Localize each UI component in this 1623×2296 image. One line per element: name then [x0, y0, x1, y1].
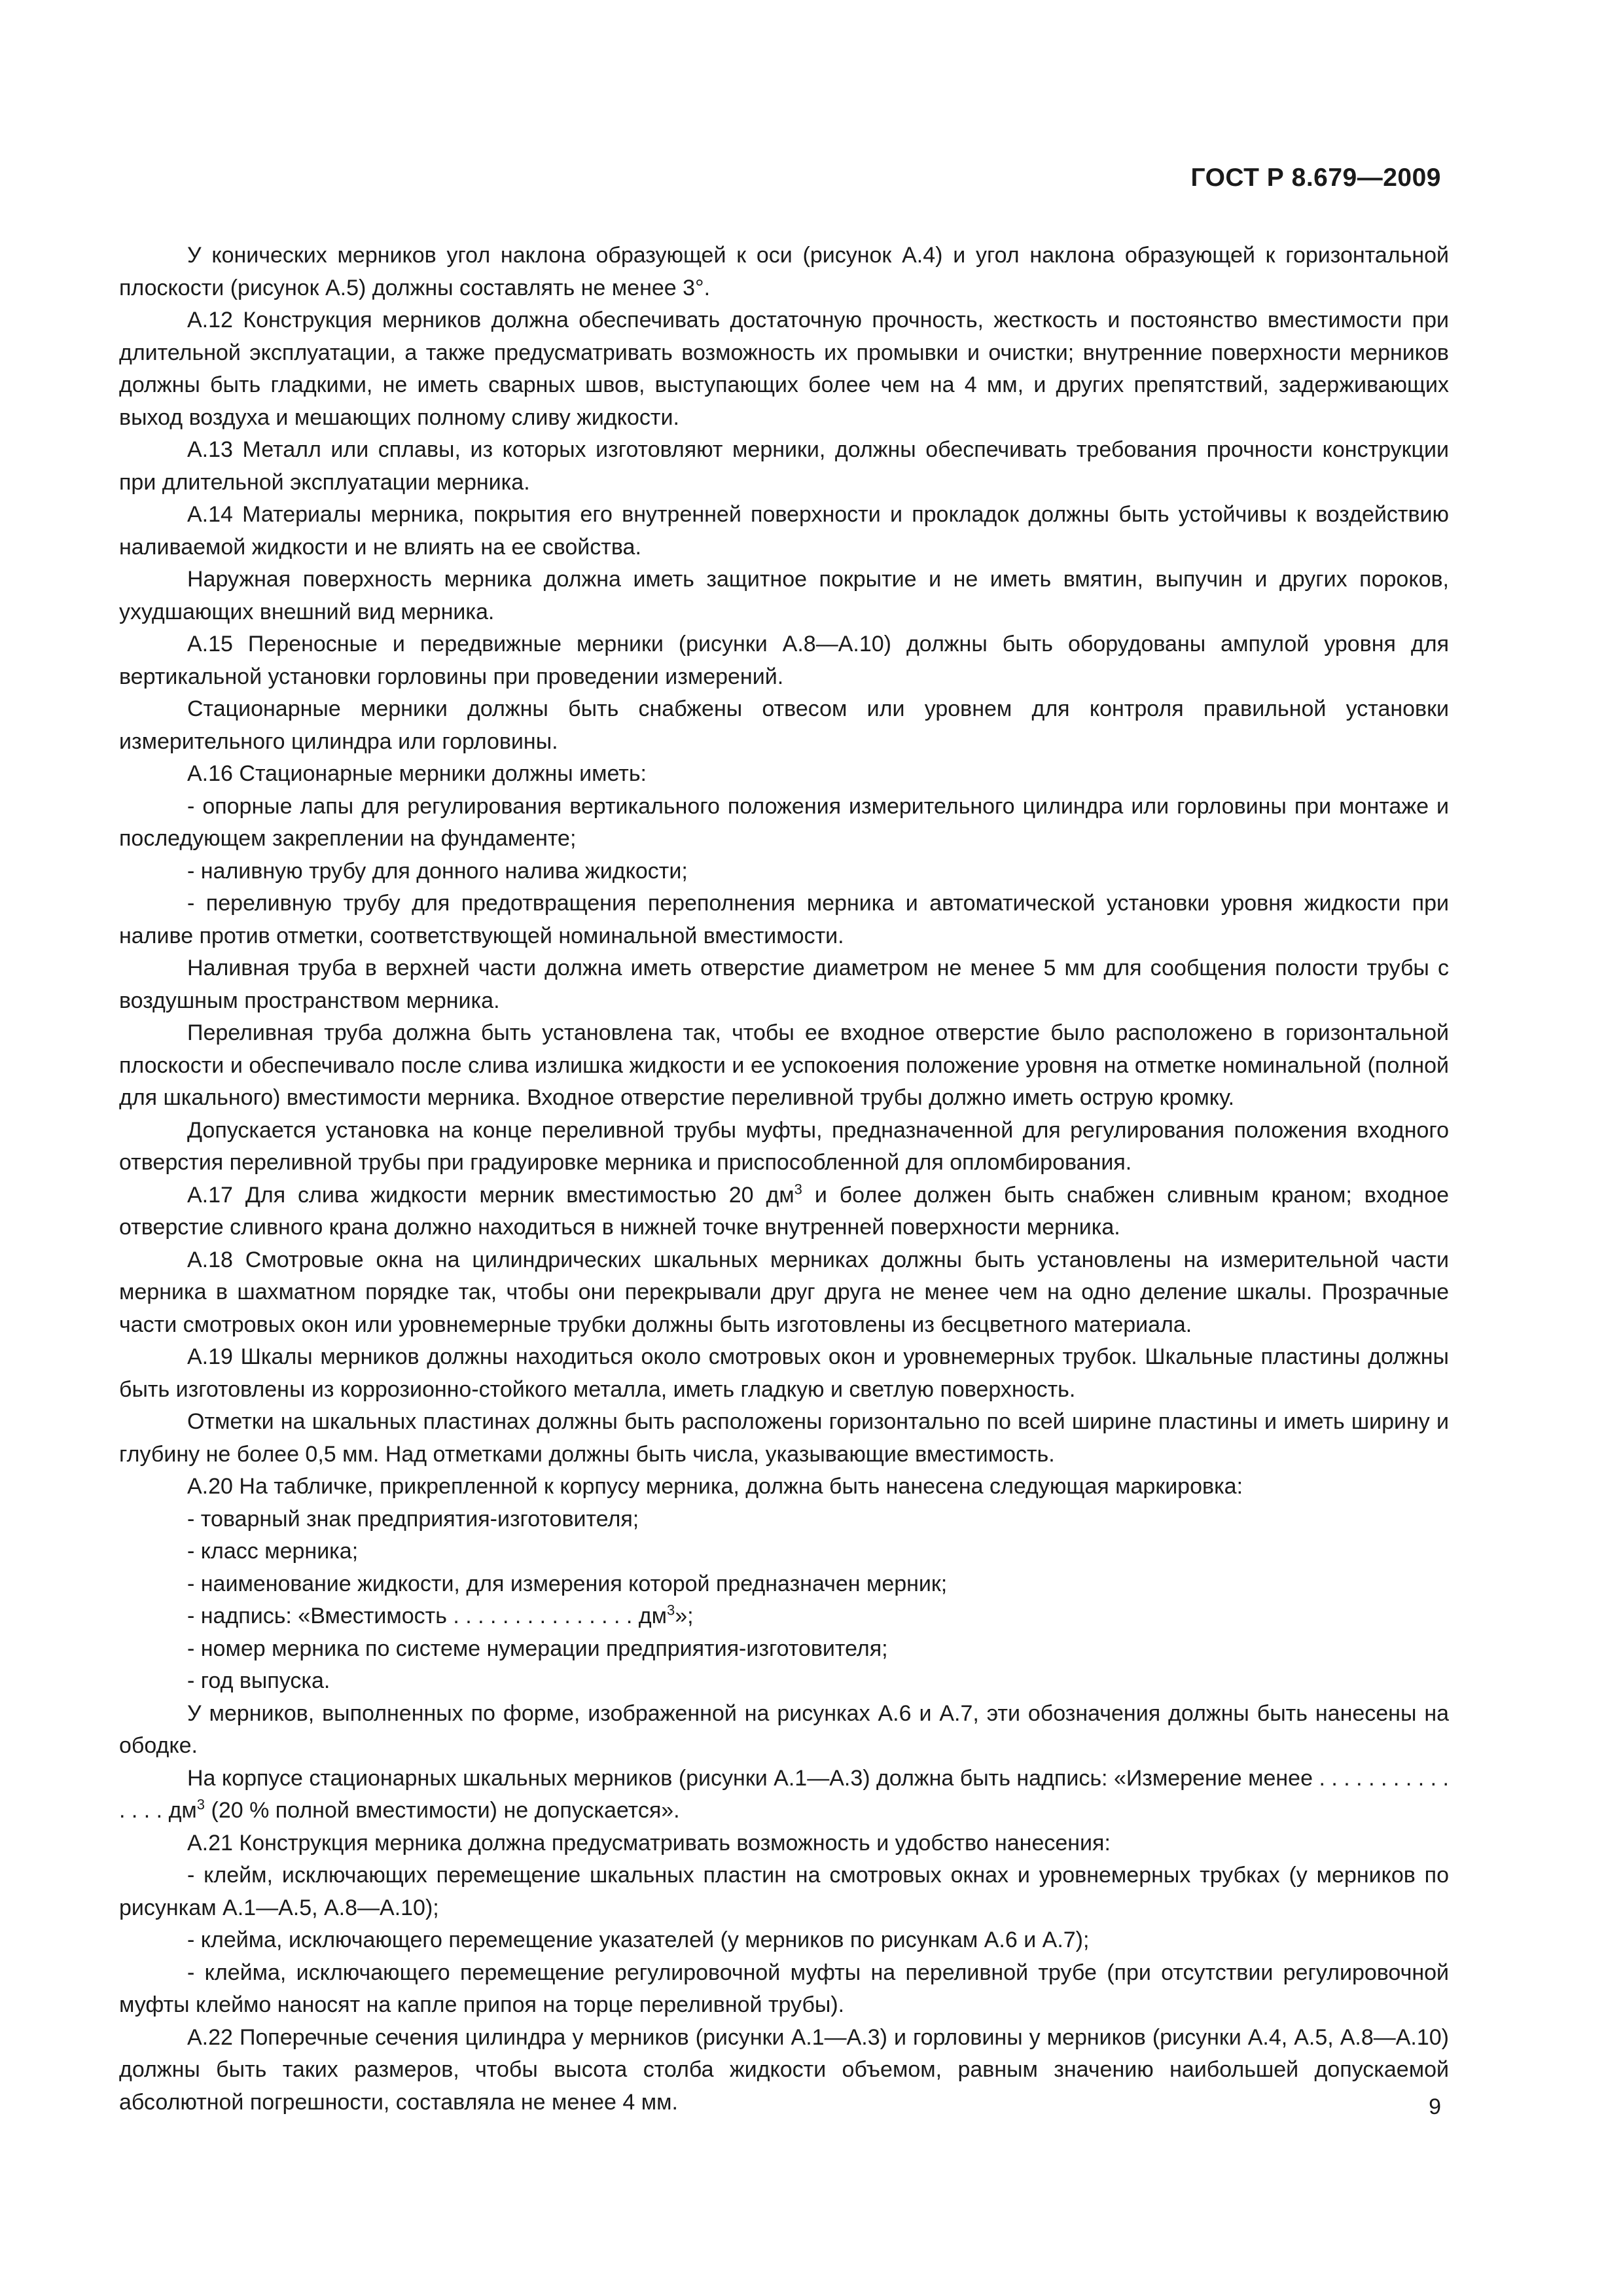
list-item: - клейма, исключающего перемещение указателей (у мерников по рисункам А.6 и А.7); — [187, 1928, 1090, 1952]
superscript: 3 — [196, 1796, 205, 1813]
paragraph: Стационарные мерники должны быть снабжены отвесом или уровнем для контроля правильной установки измерительного цилиндра или горловины. — [119, 696, 1449, 754]
list-item: - класс мерника; — [187, 1539, 359, 1564]
text-run: - надпись: «Вместимость . . . . . . . . . . . . . . . дм — [187, 1604, 667, 1628]
text-run: На корпусе стационарных шкальных мерников (рисунки А.1—А.3) должна быть надпись: «Измерение менее . . . . . . . . . . . . . . . дм — [119, 1765, 1449, 1823]
paragraph: У конических мерников угол наклона образующей к оси (рисунок А.4) и угол наклона образующей к горизонтальной плоскости (рисунок А.5) должны составлять не менее 3°. — [119, 243, 1449, 300]
list-item: - переливную трубу для предотвращения переполнения мерника и автоматической установки уровня жидкости при наливе против отметки, соответствующей номинальной вместимости. — [119, 891, 1449, 948]
text-run: и более должен быть снабжен сливным краном; входное отверстие сливного крана должно находиться в нижней точке внутренней поверхности мерника. — [119, 1182, 1449, 1240]
paragraph — [119, 1763, 1449, 1827]
list-item: - клейм, исключающих перемещение шкальных пластин на смотровых окнах и уровнемерных трубках (у мерников по рисункам А.1—А.5, А.8—А.10); — [119, 1863, 1449, 1920]
list-item: - год выпуска. — [187, 1668, 330, 1693]
paragraph-a12: А.12 Конструкция мерников должна обеспечивать достаточную прочность, жесткость и постоянство вместимости при длительной эксплуатации, а также предусматривать возможность их промывки и очистки; внутренние поверхности мерников должны быть гладкими, не иметь сварных швов, выступающих более чем на 4 мм, и других препятствий, задерживающих выход воздуха и мешающих полному сливу жидкости. — [119, 308, 1449, 430]
paragraph: Наливная труба в верхней части должна иметь отверстие диаметром не менее 5 мм для сообщения полости трубы с воздушным пространством мерника. — [119, 956, 1449, 1013]
document-body — [119, 240, 1449, 2119]
paragraph-a15: А.15 Переносные и передвижные мерники (рисунки А.8—А.10) должны быть оборудованы ампулой уровня для вертикальной установки горловины при проведении измерений. — [119, 632, 1449, 689]
paragraph-a20: А.20 На табличке, прикрепленной к корпусу мерника, должна быть нанесена следующая маркировка: — [187, 1474, 1243, 1499]
list-item: - наименование жидкости, для измерения которой предназначен мерник; — [187, 1571, 948, 1596]
document-code-header: ГОСТ Р 8.679—2009 — [1190, 164, 1441, 192]
list-item: - номер мерника по системе нумерации предприятия-изготовителя; — [187, 1636, 888, 1661]
paragraph-a16: А.16 Стационарные мерники должны иметь: — [187, 761, 647, 786]
list-item: - товарный знак предприятия-изготовителя; — [187, 1506, 639, 1532]
paragraph-a21: А.21 Конструкция мерника должна предусматривать возможность и удобство нанесения: — [187, 1830, 1111, 1856]
paragraph-a22: А.22 Поперечные сечения цилиндра у мерников (рисунки А.1—А.3) и горловины у мерников (рисунки А.4, А.5, А.8—А.10) должны быть таких размеров, чтобы высота столба жидкости объемом, равным значению наибольшей допускаемой абсолютной погрешности, составляла не менее 4 мм. — [119, 2024, 1449, 2115]
paragraph-a17 — [119, 1179, 1449, 1244]
paragraph-a14: А.14 Материалы мерника, покрытия его внутренней поверхности и прокладок должны быть устойчивы к воздействию наливаемой жидкости и не влиять на ее свойства. — [119, 502, 1449, 560]
list-item: - клейма, исключающего перемещение регулировочной муфты на переливной трубе (при отсутствии регулировочной муфты клеймо наносят на капле припоя на торце переливной трубы). — [119, 1960, 1449, 2017]
list-item: - наливную трубу для донного налива жидкости; — [187, 858, 688, 884]
list-item: - опорные лапы для регулирования вертикального положения измерительного цилиндра или горловины при монтаже и последующем закреплении на фундаменте; — [119, 793, 1449, 851]
page-number: 9 — [1429, 2094, 1441, 2119]
paragraph-a19: А.19 Шкалы мерников должны находиться около смотровых окон и уровнемерных трубок. Шкальные пластины должны быть изготовлены из коррозионно-стойкого металла, иметь гладкую и светлую поверхность. — [119, 1344, 1449, 1402]
paragraph-a18: А.18 Смотровые окна на цилиндрических шкальных мерниках должны быть установлены на измерительной части мерника в шахматном порядке так, чтобы они перекрывали друг друга не менее чем на одно деление шкалы. Прозрачные части смотровых окон или уровнемерные трубки должны быть изготовлены из бесцветного материала. — [119, 1247, 1449, 1337]
list-item — [119, 1600, 1449, 1633]
paragraph: Отметки на шкальных пластинах должны быть расположены горизонтально по всей ширине пластины и иметь ширину и глубину не более 0,5 мм. Над отметками должны быть числа, указывающие вместимость. — [119, 1409, 1449, 1467]
paragraph: Наружная поверхность мерника должна иметь защитное покрытие и не иметь вмятин, выпучин и других пороков, ухудшающих внешний вид мерника. — [119, 567, 1449, 624]
paragraph: Допускается установка на конце переливной трубы муфты, предназначенной для регулирования положения входного отверстия переливной трубы при градуировке мерника и приспособленной для опломбирования. — [119, 1117, 1449, 1175]
paragraph: У мерников, выполненных по форме, изображенной на рисунках А.6 и А.7, эти обозначения должны быть нанесены на ободке. — [119, 1700, 1449, 1758]
paragraph-a13: А.13 Металл или сплавы, из которых изготовляют мерники, должны обеспечивать требования прочности конструкции при длительной эксплуатации мерника. — [119, 437, 1449, 495]
text-run: (20 % полной вместимости) не допускается». — [205, 1798, 680, 1823]
superscript: 3 — [794, 1181, 802, 1198]
superscript: 3 — [666, 1602, 675, 1619]
text-run: »; — [675, 1604, 694, 1628]
text-run: А.17 Для слива жидкости мерник вместимостью 20 дм — [187, 1182, 794, 1208]
paragraph: Переливная труба должна быть установлена так, чтобы ее входное отверстие было расположено в горизонтальной плоскости и обеспечивало после слива излишка жидкости и ее успокоения положение уровня на отметке номинальной (полной для шкального) вместимости мерника. Входное отверстие переливной трубы должно иметь острую кромку. — [119, 1020, 1449, 1110]
